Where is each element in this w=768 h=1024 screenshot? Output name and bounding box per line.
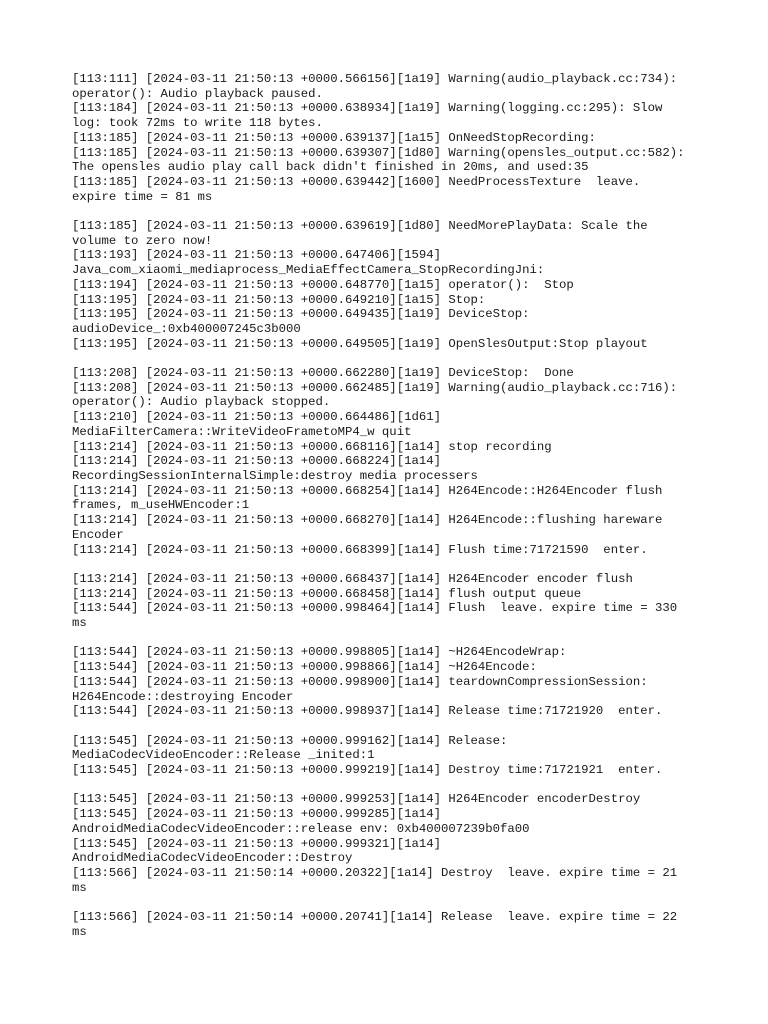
log-line: [113:210] [2024-03-11 21:50:13 +0000.664486][1d61]	[72, 410, 441, 425]
log-line: [113:566] [2024-03-11 21:50:14 +0000.20741][1a14] Release leave. expire time = 22	[72, 910, 678, 925]
log-line: [113:195] [2024-03-11 21:50:13 +0000.649210][1a15] Stop:	[72, 292, 486, 307]
log-line: [113:195] [2024-03-11 21:50:13 +0000.649505][1a19] OpenSlesOutput:Stop playout	[72, 336, 648, 351]
log-line: [113:193] [2024-03-11 21:50:13 +0000.647406][1594]	[72, 248, 441, 263]
log-line: ms	[72, 924, 87, 939]
log-line: audioDevice_:0xb400007245c3b000	[72, 321, 301, 336]
log-line: H264Encode::destroying Encoder	[72, 689, 294, 704]
log-line: [113:545] [2024-03-11 21:50:13 +0000.999285][1a14]	[72, 807, 441, 822]
log-line: [113:208] [2024-03-11 21:50:13 +0000.662485][1a19] Warning(audio_playback.cc:716):	[72, 380, 678, 395]
log-document	[72, 72, 702, 939]
log-line: RecordingSessionInternalSimple:destroy media processers	[72, 468, 478, 483]
blank-line	[72, 895, 702, 910]
blank-line	[72, 631, 702, 646]
log-line: [113:194] [2024-03-11 21:50:13 +0000.648770][1a15] operator(): Stop	[72, 277, 574, 292]
log-line: [113:214] [2024-03-11 21:50:13 +0000.668270][1a14] H264Encode::flushing hareware	[72, 513, 663, 528]
log-line: [113:185] [2024-03-11 21:50:13 +0000.639442][1600] NeedProcessTexture leave.	[72, 174, 641, 189]
log-line: [113:214] [2024-03-11 21:50:13 +0000.668254][1a14] H264Encode::H264Encoder flush	[72, 483, 663, 498]
log-line: [113:214] [2024-03-11 21:50:13 +0000.668399][1a14] Flush time:71721590 enter.	[72, 542, 648, 557]
log-line: AndroidMediaCodecVideoEncoder::release env: 0xb400007239b0fa00	[72, 821, 530, 836]
log-line: [113:184] [2024-03-11 21:50:13 +0000.638934][1a19] Warning(logging.cc:295): Slow	[72, 101, 663, 116]
log-line: [113:185] [2024-03-11 21:50:13 +0000.639307][1d80] Warning(opensles_output.cc:582):	[72, 145, 685, 160]
log-line: [113:544] [2024-03-11 21:50:13 +0000.998805][1a14] ~H264EncodeWrap:	[72, 645, 567, 660]
log-line: MediaFilterCamera::WriteVideoFrametoMP4_w quit	[72, 424, 412, 439]
log-line: [113:214] [2024-03-11 21:50:13 +0000.668437][1a14] H264Encoder encoder flush	[72, 571, 633, 586]
log-line: The opensles audio play call back didn't finished in 20ms, and used:35	[72, 160, 589, 175]
log-line: [113:545] [2024-03-11 21:50:13 +0000.999219][1a14] Destroy time:71721921 enter.	[72, 763, 663, 778]
log-line: [113:208] [2024-03-11 21:50:13 +0000.662280][1a19] DeviceStop: Done	[72, 366, 574, 381]
log-line: [113:544] [2024-03-11 21:50:13 +0000.998464][1a14] Flush leave. expire time = 330	[72, 601, 678, 616]
log-line: [113:544] [2024-03-11 21:50:13 +0000.998900][1a14] teardownCompressionSession:	[72, 674, 648, 689]
log-line: AndroidMediaCodecVideoEncoder::Destroy	[72, 851, 353, 866]
log-line: [113:545] [2024-03-11 21:50:13 +0000.999162][1a14] Release:	[72, 733, 508, 748]
blank-line	[72, 351, 702, 366]
log-line: [113:214] [2024-03-11 21:50:13 +0000.668458][1a14] flush output queue	[72, 586, 582, 601]
log-line: [113:544] [2024-03-11 21:50:13 +0000.998866][1a14] ~H264Encode:	[72, 660, 537, 675]
log-line: [113:545] [2024-03-11 21:50:13 +0000.999321][1a14]	[72, 836, 441, 851]
blank-line	[72, 778, 702, 793]
log-line: [113:214] [2024-03-11 21:50:13 +0000.668116][1a14] stop recording	[72, 439, 552, 454]
log-line: [113:214] [2024-03-11 21:50:13 +0000.668224][1a14]	[72, 454, 441, 469]
log-line: Java_com_xiaomi_mediaprocess_MediaEffectCamera_StopRecordingJni:	[72, 263, 545, 278]
log-line: ms	[72, 616, 87, 631]
log-line: MediaCodecVideoEncoder::Release _inited:1	[72, 748, 375, 763]
log-line: ms	[72, 880, 87, 895]
log-line: log: took 72ms to write 118 bytes.	[72, 116, 323, 131]
log-line: volume to zero now!	[72, 233, 213, 248]
log-line: [113:544] [2024-03-11 21:50:13 +0000.998937][1a14] Release time:71721920 enter.	[72, 704, 663, 719]
blank-line	[72, 719, 702, 734]
log-line: [113:185] [2024-03-11 21:50:13 +0000.639137][1a15] OnNeedStopRecording:	[72, 130, 596, 145]
log-line: operator(): Audio playback stopped.	[72, 395, 331, 410]
log-line: expire time = 81 ms	[72, 189, 213, 204]
log-line: [113:111] [2024-03-11 21:50:13 +0000.566156][1a19] Warning(audio_playback.cc:734):	[72, 72, 678, 86]
log-line: [113:195] [2024-03-11 21:50:13 +0000.649435][1a19] DeviceStop:	[72, 307, 530, 322]
log-text-block	[72, 72, 702, 939]
log-line: frames, m_useHWEncoder:1	[72, 498, 250, 513]
log-line: [113:566] [2024-03-11 21:50:14 +0000.20322][1a14] Destroy leave. expire time = 21	[72, 865, 678, 880]
log-line: Encoder	[72, 527, 124, 542]
blank-line	[72, 204, 702, 219]
log-line: operator(): Audio playback paused.	[72, 86, 323, 101]
log-line: [113:185] [2024-03-11 21:50:13 +0000.639619][1d80] NeedMorePlayData: Scale the	[72, 219, 648, 234]
log-line: [113:545] [2024-03-11 21:50:13 +0000.999253][1a14] H264Encoder encoderDestroy	[72, 792, 641, 807]
blank-line	[72, 557, 702, 572]
